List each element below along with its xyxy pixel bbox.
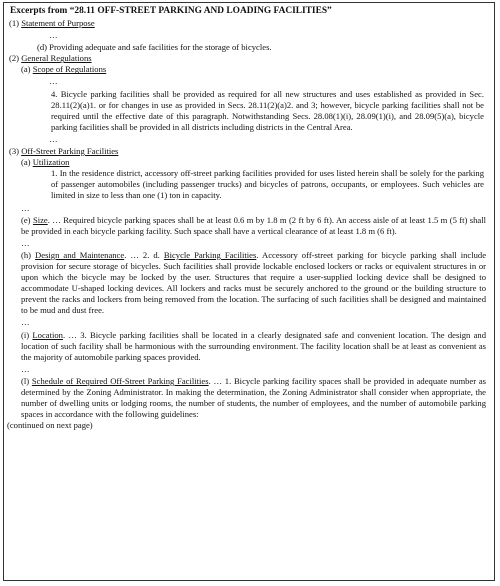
section-3i-paragraph bbox=[9, 330, 488, 363]
section-1-number: (1) bbox=[9, 18, 20, 28]
section-2-title: General Regulations bbox=[21, 53, 92, 64]
section-2a-paragraph-4: 4. Bicycle parking facilities shall be provided as required for all new structures and uses established as provided in Sec. 28.11(2)(a)1. or for changes in use as provided in Secs. 28.11(2)(a)2. and 3; however, bicycle parking facilities shall not be required until the effective date of this paragraph. Notwithstanding Secs. 28.08(1)(i), 28.09(1)(i), and 28.09(5)(a), bicycle parking facilities shall be provided in all districts including districts in the Central Area. bbox=[51, 88, 484, 132]
section-2-number: (2) bbox=[9, 53, 20, 64]
ellipsis: … bbox=[21, 202, 31, 213]
section-3h-paragraph bbox=[9, 250, 488, 317]
section-3-number: (3) bbox=[9, 146, 20, 157]
section-2-heading bbox=[9, 53, 488, 64]
ellipsis: … bbox=[49, 133, 59, 144]
ellipsis: … bbox=[21, 363, 31, 374]
section-1-heading bbox=[9, 18, 488, 29]
section-2a-heading bbox=[9, 64, 488, 75]
ellipsis: … bbox=[49, 30, 59, 41]
section-3-heading bbox=[9, 146, 488, 157]
section-3h-subtitle: Bicycle Parking Facilities bbox=[163, 249, 257, 260]
section-1-title: Statement of Purpose bbox=[21, 18, 95, 28]
section-3-title: Off-Street Parking Facilities bbox=[21, 146, 119, 157]
section-3h-number: (h) bbox=[21, 249, 32, 260]
document-excerpt-frame bbox=[3, 2, 495, 581]
section-3i-number: (i) bbox=[21, 329, 30, 340]
section-3l-paragraph bbox=[9, 376, 488, 420]
section-3i-title: Location bbox=[32, 329, 63, 340]
ellipsis: … bbox=[21, 317, 31, 328]
section-3a-title: Utilization bbox=[32, 157, 70, 168]
document-title: Excerpts from “28.11 OFF-STREET PARKING AND LOADING FACILITIES” bbox=[10, 6, 332, 16]
section-3h-title: Design and Maintenance bbox=[35, 249, 125, 260]
section-3h-text: . Accessory off-street parking for bicycle parking shall include provision for secure storage of bicycles. Such facilities shall provide lockable enclosed lockers or racks or equivalent structures in or upon which the bicycle may be locked by the user. Structures that require a user-supplied locking device shall be designed to accommodate U-shaped locking devices. All lockers and racks must be securely anchored to the ground or the building structure to prevent the racks and lockers from being removed from the location. The surfacing of such facilities shall be designed and maintained to be mud and dust free. bbox=[21, 249, 487, 316]
section-3a-number: (a) bbox=[21, 157, 31, 168]
section-3e-title: Size bbox=[32, 214, 48, 225]
section-1-d: (d) Providing adequate and safe facilities for the storage of bicycles. bbox=[37, 42, 272, 53]
ellipsis: … bbox=[49, 76, 59, 87]
section-3i-text: . … 3. Bicycle parking facilities shall be located in a clearly designated safe and convenient location. The design and location of such facility shall be harmonious with the surrounding environment. The facility location shall be at least as convenient as the majority of automobile parking spaces provided. bbox=[21, 329, 486, 362]
section-3e-text: . … Required bicycle parking spaces shall be at least 0.6 m by 1.8 m (2 ft by 6 ft). An access aisle of at least 1.5 m (5 ft) shall be provided in each bicycle parking facility. Such space shall have a vertical clearance of at least 1.8 m (6 ft). bbox=[21, 214, 486, 236]
section-3a-paragraph-1: 1. In the residence district, accessory off-street parking facilities provided for uses listed herein shall be solely for the parking of passenger automobiles (including passenger trucks) and bicycles of patrons, occupants, or employees. Such vehicles are limited in size to less than one (1) ton in capacity. bbox=[51, 168, 484, 201]
section-2a-number: (a) bbox=[21, 64, 31, 75]
section-3a-heading bbox=[9, 157, 488, 168]
section-2a-title: Scope of Regulations bbox=[32, 64, 107, 75]
ellipsis: … bbox=[21, 237, 31, 248]
continued-note: (continued on next page) bbox=[7, 420, 93, 431]
section-3l-title: Schedule of Required Off-Street Parking Facilities bbox=[31, 375, 209, 386]
section-3e-paragraph bbox=[9, 215, 488, 237]
section-3h-mid: . … 2. d. bbox=[124, 249, 160, 260]
section-3e-number: (e) bbox=[21, 214, 31, 225]
section-3l-number: (l) bbox=[21, 375, 30, 386]
section-3l-text: . … 1. Bicycle parking facility spaces shall be provided in adequate number as determined by the Zoning Administrator. In making the determination, the Zoning Administrator shall consider when appropriate, the number of dwelling units or lodging rooms, the number of students, the number of employees, and the number of automobile parking spaces in accordance with the following guidelines: bbox=[21, 375, 486, 420]
